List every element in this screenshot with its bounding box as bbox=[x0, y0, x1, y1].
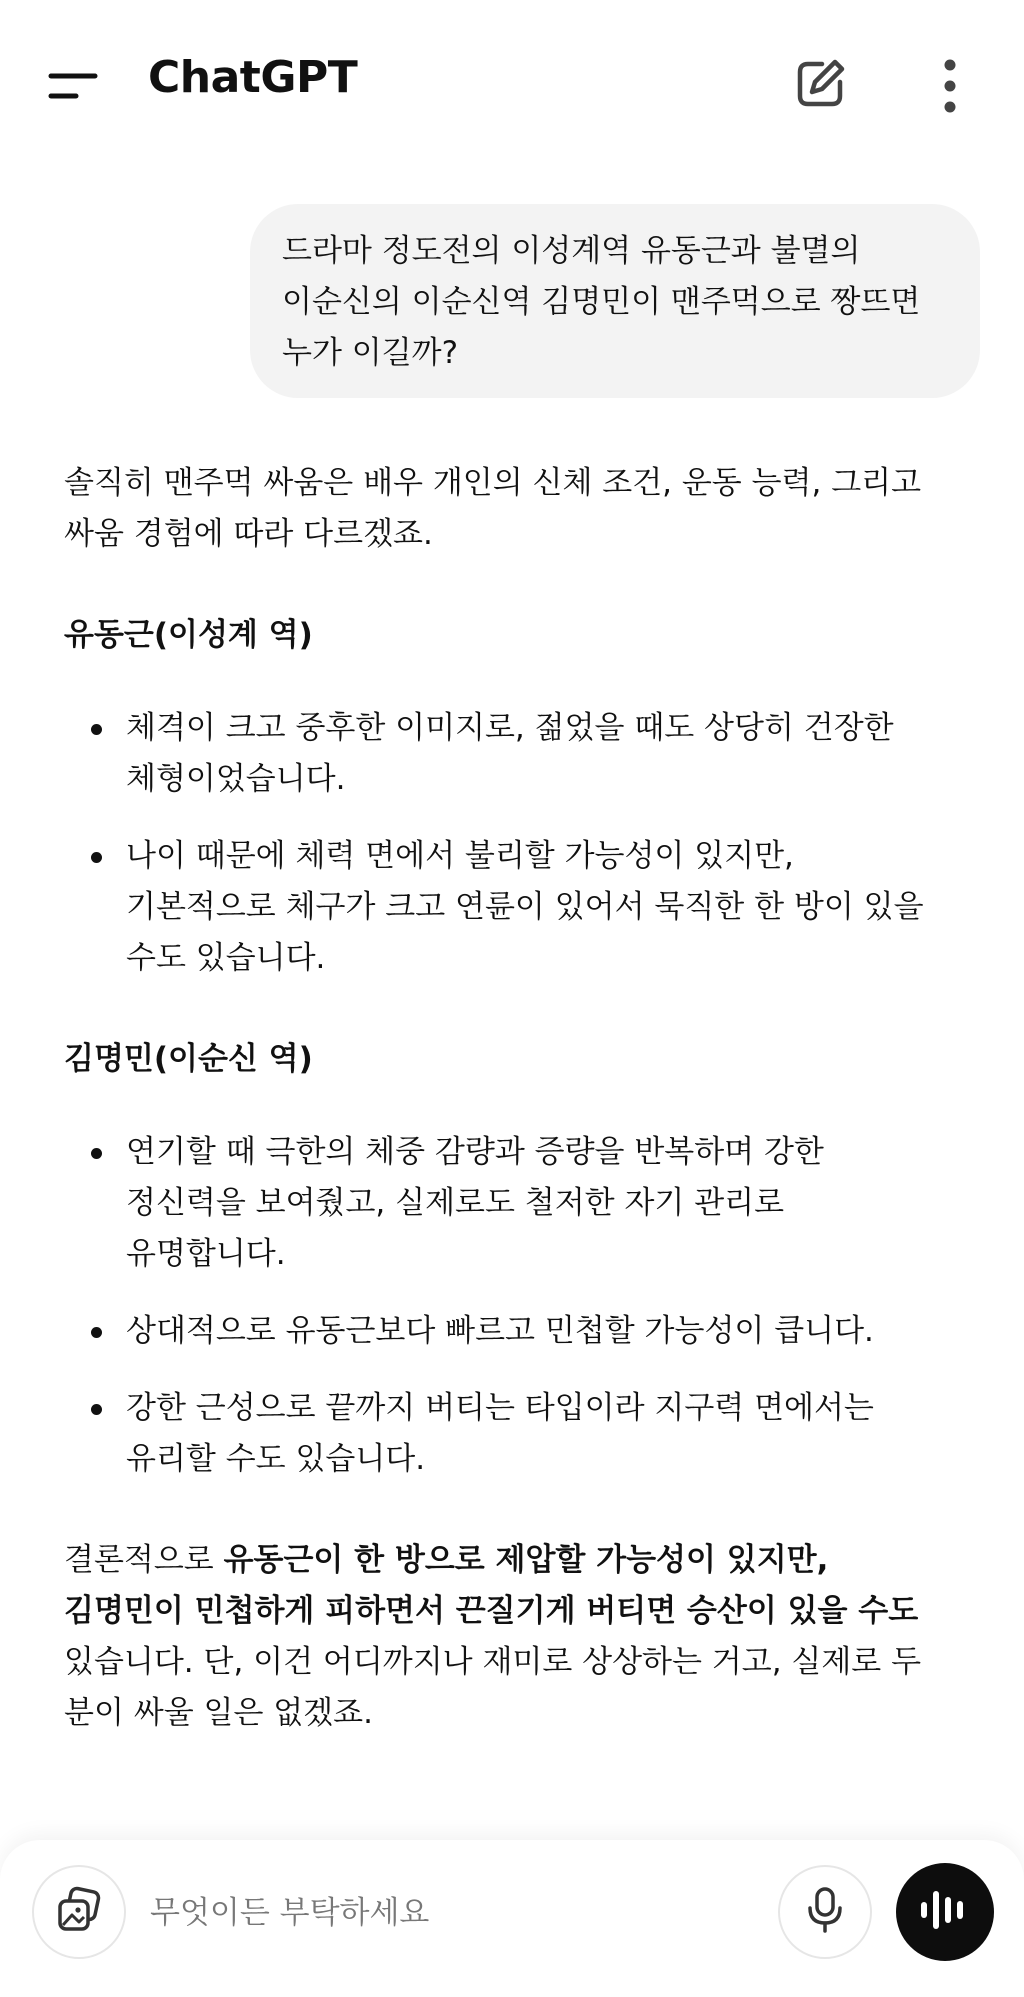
top-bar bbox=[0, 0, 1024, 170]
list-item bbox=[64, 1127, 974, 1280]
conclusion-line: 분이 싸울 일은 없겠죠. bbox=[64, 1695, 373, 1731]
list-item-line: 체형이었습니다. bbox=[126, 761, 346, 797]
list-item-line: 유명합니다. bbox=[126, 1236, 286, 1272]
list-item-line: 강한 근성으로 끝까지 버티는 타입이라 지구력 면에서는 bbox=[126, 1390, 874, 1426]
app-title: ChatGPT bbox=[148, 52, 358, 103]
attach-image-button[interactable] bbox=[32, 1865, 126, 1959]
list-item-line: 상대적으로 유동근보다 빠르고 민첩할 가능성이 큽니다. bbox=[126, 1313, 874, 1349]
user-message-line: 누가 이길까? bbox=[282, 335, 459, 371]
menu-icon[interactable] bbox=[48, 66, 100, 106]
intro-line: 싸움 경험에 따라 다르겠죠. bbox=[64, 516, 433, 552]
user-message-bubble bbox=[250, 204, 980, 398]
conclusion-prefix: 결론적으로 bbox=[64, 1542, 224, 1578]
microphone-button[interactable] bbox=[778, 1865, 872, 1959]
voice-mode-button[interactable] bbox=[896, 1863, 994, 1961]
user-message-line: 드라마 정도전의 이성계역 유동근과 불멸의 bbox=[282, 233, 861, 269]
microphone-icon bbox=[803, 1886, 847, 1938]
prompt-input[interactable] bbox=[148, 1872, 752, 1954]
conclusion-line bbox=[64, 1586, 974, 1637]
composer-bar bbox=[0, 1840, 1024, 1997]
list-item bbox=[64, 1306, 974, 1357]
list-item bbox=[64, 1383, 974, 1485]
list-item-line: 연기할 때 극한의 체중 감량과 증량을 반복하며 강한 bbox=[126, 1134, 824, 1170]
conclusion-bold: 김명민이 민첩하게 피하면서 끈질기게 버티면 승산이 있을 수도 bbox=[64, 1593, 919, 1629]
intro-line: 솔직히 맨주먹 싸움은 배우 개인의 신체 조건, 운동 능력, 그리고 bbox=[64, 465, 922, 501]
user-message-line: 이순신의 이순신역 김명민이 맨주먹으로 짱뜨면 bbox=[282, 284, 921, 320]
conclusion-line bbox=[64, 1535, 974, 1586]
voice-mode-icon bbox=[918, 1888, 972, 1936]
assistant-intro bbox=[64, 458, 974, 560]
section-heading-yoo-dong-geun: 유동근(이성계 역) bbox=[64, 617, 313, 653]
more-vertical-icon[interactable] bbox=[930, 56, 970, 116]
assistant-conclusion bbox=[64, 1535, 974, 1739]
new-chat-edit-icon[interactable] bbox=[792, 56, 848, 112]
conclusion-bold: 유동근이 한 방으로 제압할 가능성이 있지만, bbox=[223, 1542, 829, 1578]
list-item-line: 체격이 크고 중후한 이미지로, 젊었을 때도 상당히 건장한 bbox=[126, 710, 894, 746]
image-attach-icon bbox=[54, 1885, 104, 1939]
conclusion-line: 있습니다. 단, 이건 어디까지나 재미로 상상하는 거고, 실제로 두 bbox=[64, 1644, 922, 1680]
bullet-list-kim-myung-min bbox=[64, 1127, 974, 1485]
bullet-list-yoo-dong-geun bbox=[64, 703, 974, 984]
section-heading-kim-myung-min: 김명민(이순신 역) bbox=[64, 1041, 313, 1077]
list-item bbox=[64, 703, 974, 805]
list-item-line: 나이 때문에 체력 면에서 불리할 가능성이 있지만, bbox=[126, 838, 794, 874]
list-item bbox=[64, 831, 974, 984]
list-item-line: 수도 있습니다. bbox=[126, 940, 326, 976]
list-item-line: 기본적으로 체구가 크고 연륜이 있어서 묵직한 한 방이 있을 bbox=[126, 889, 924, 925]
list-item-line: 유리할 수도 있습니다. bbox=[126, 1441, 426, 1477]
list-item-line: 정신력을 보여줬고, 실제로도 철저한 자기 관리로 bbox=[126, 1185, 785, 1221]
assistant-message bbox=[64, 458, 974, 1739]
